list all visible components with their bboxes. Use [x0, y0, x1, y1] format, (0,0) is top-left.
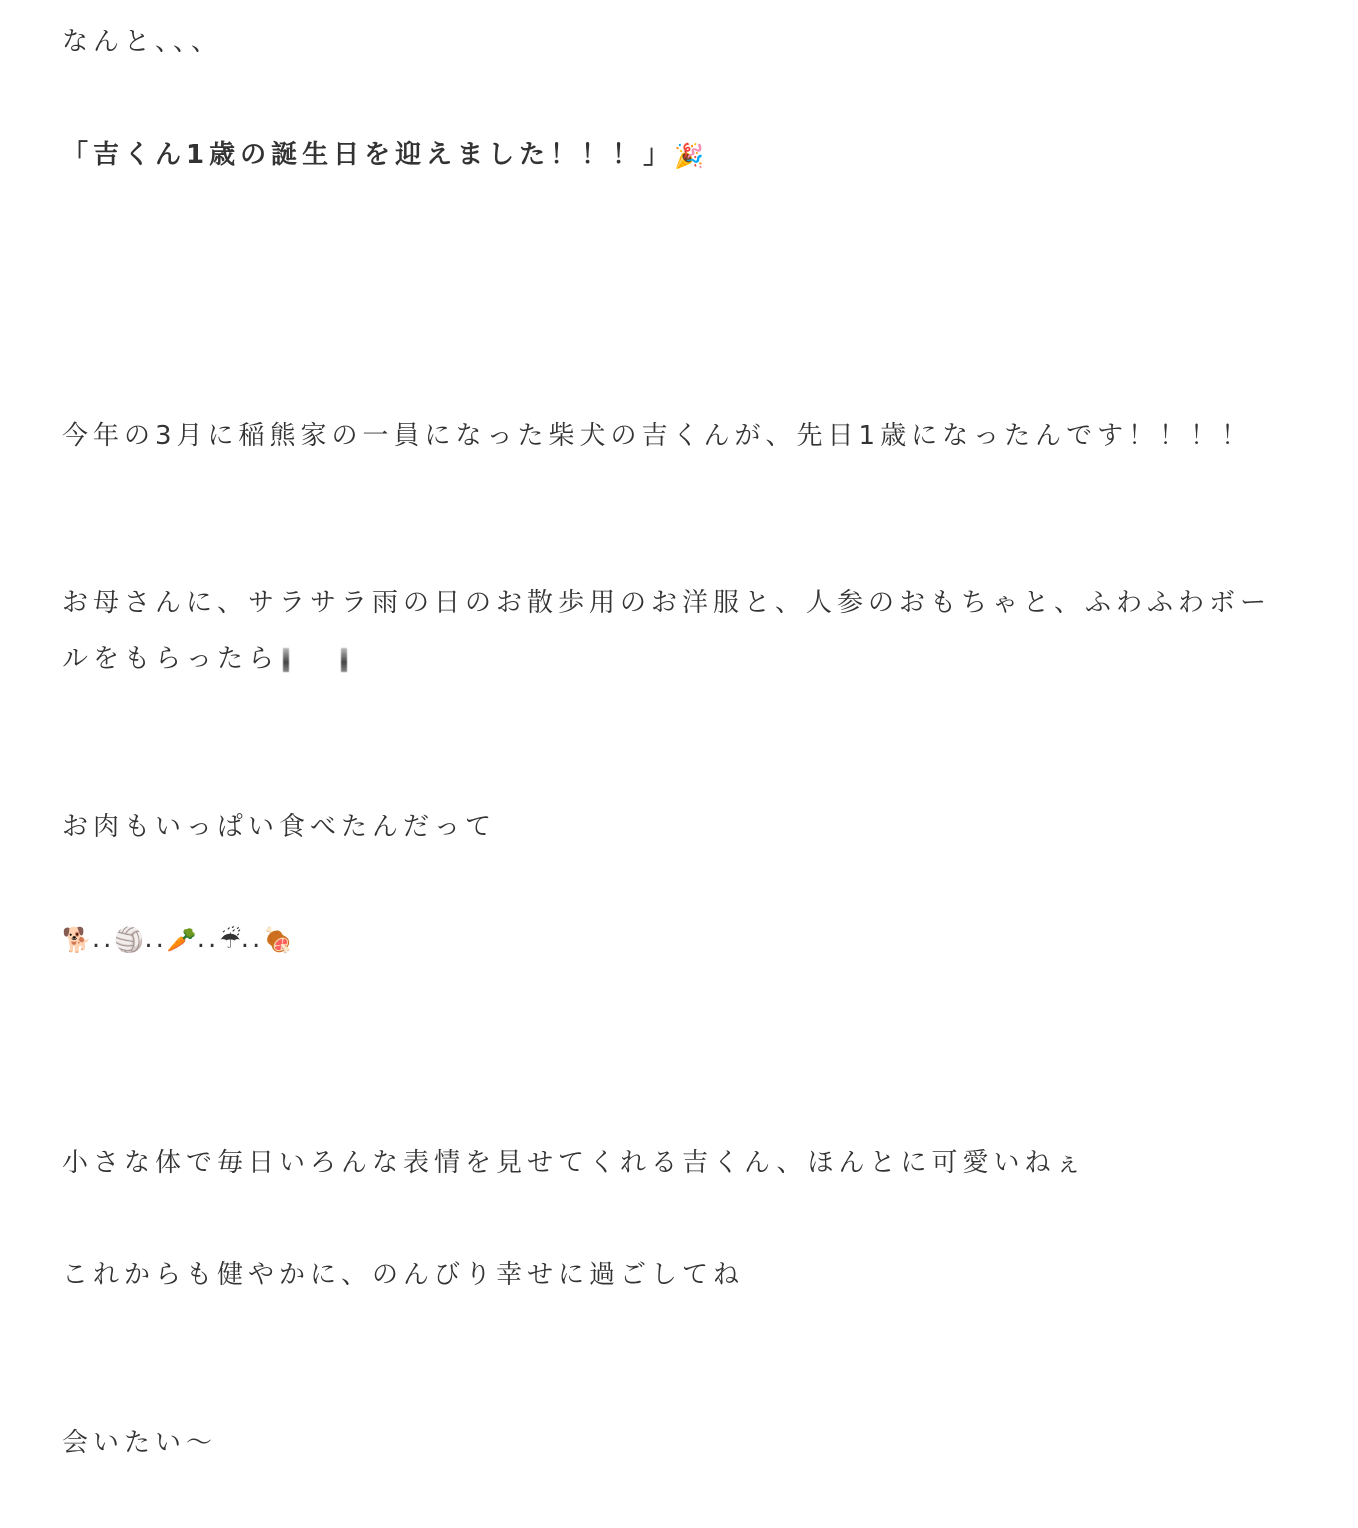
volleyball-icon: 🏐: [114, 925, 145, 954]
birthday-heading-text: 「吉くん1歳の誕生日を迎えました！！！」: [62, 140, 675, 170]
meat-on-bone-icon: 🍖: [263, 925, 294, 954]
blurred-emoji-placeholder: [283, 646, 353, 674]
umbrella-rain-icon: ☔: [219, 925, 241, 954]
paragraph-announcement: 今年の3月に稲熊家の一員になった柴犬の吉くんが、先日1歳になったんです！！！！: [62, 421, 1253, 451]
paragraph-gifts-text: お母さんに、サラサラ雨の日のお散歩用のお洋服と、人参のおもちゃと、ふわふわボールをもらったら: [62, 588, 1272, 674]
paragraph-gifts: [62, 575, 1292, 687]
emoji-line: [62, 911, 293, 968]
paragraph-wishes: これからも健やかに、のんびり幸せに過ごしてね: [62, 1260, 745, 1290]
paragraph-cute: 小さな体で毎日いろんな表情を見せてくれる吉くん、ほんとに可愛いねぇ: [62, 1148, 1087, 1178]
separator-dots: ..: [91, 924, 115, 954]
carrot-icon: 🥕: [166, 925, 197, 954]
paragraph-closing: 会いたい〜: [62, 1428, 218, 1458]
separator-dots: ..: [196, 924, 220, 954]
dog-icon: 🐕: [62, 925, 92, 954]
separator-dots: ..: [144, 924, 167, 954]
paragraph-intro: なんと、、、: [62, 27, 223, 57]
paragraph-meat: お肉もいっぱい食べたんだって: [62, 812, 497, 842]
separator-dots: ..: [240, 924, 264, 954]
birthday-heading: [62, 127, 704, 184]
party-popper-icon: 🎉: [674, 141, 704, 170]
